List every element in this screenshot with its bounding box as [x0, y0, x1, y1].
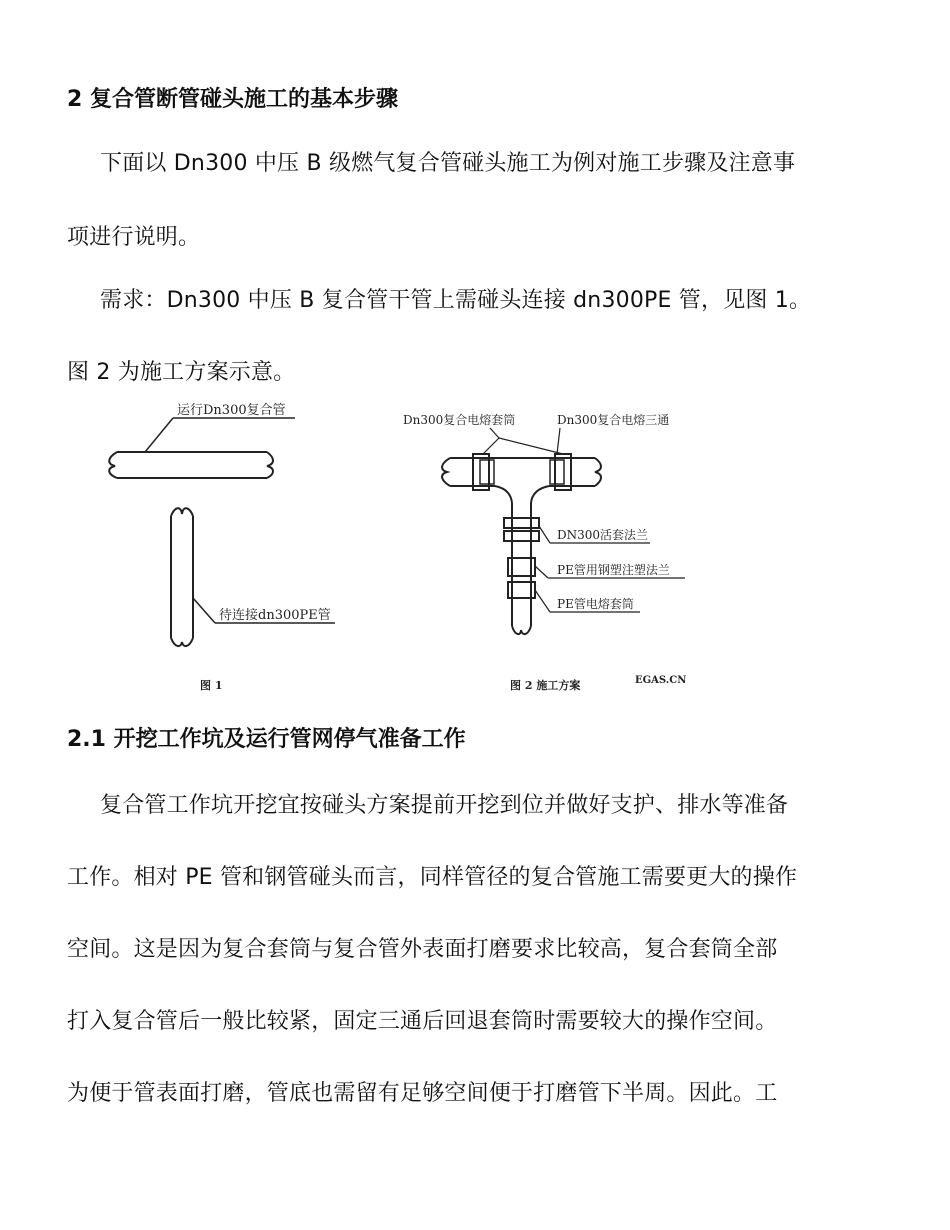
construction-figure — [95, 398, 700, 698]
branch-pipe-drawing — [171, 508, 335, 646]
label-flange: DN300活套法兰 — [557, 528, 649, 542]
paragraph-line: 为便于管表面打磨，管底也需留有足够空间便于打磨管下半周。因此。工 — [67, 1081, 778, 1106]
paragraph-line: 下面以 Dn300 中压 B 级燃气复合管碰头施工为例对施工步骤及注意事 — [100, 151, 796, 176]
section-heading-2-1: 2.1 开挖工作坑及运行管网停气准备工作 — [67, 727, 466, 752]
label-branch-pipe: 待连接dn300PE管 — [219, 608, 331, 623]
label-tee: Dn300复合电熔三通 — [557, 413, 670, 427]
label-pe-sleeve: PE管电熔套筒 — [557, 597, 634, 611]
paragraph-line: 项进行说明。 — [67, 225, 201, 250]
paragraph-line: 打入复合管后一般比较紧，固定三通后回退套筒时需要较大的操作空间。 — [67, 1009, 778, 1034]
watermark-logo: EGAS.CN — [635, 675, 687, 686]
label-sleeve: Dn300复合电熔套筒 — [403, 413, 516, 427]
caption-fig2: 图 2 施工方案 — [510, 679, 581, 692]
paragraph-line: 工作。相对 PE 管和钢管碰头而言，同样管径的复合管施工需要更大的操作 — [67, 865, 798, 890]
paragraph-line: 图 2 为施工方案示意。 — [67, 360, 296, 385]
label-main-pipe: 运行Dn300复合管 — [177, 403, 286, 418]
paragraph-line: 需求：Dn300 中压 B 复合管干管上需碰头连接 dn300PE 管，见图 1。 — [100, 288, 812, 313]
main-pipe-drawing — [109, 418, 295, 478]
caption-fig1: 图 1 — [200, 679, 223, 692]
label-steel-flange: PE管用钢塑注塑法兰 — [557, 563, 670, 577]
paragraph-line: 复合管工作坑开挖宜按碰头方案提前开挖到位并做好支护、排水等准备 — [100, 793, 789, 818]
section-heading-2: 2 复合管断管碰头施工的基本步骤 — [67, 87, 398, 112]
paragraph-line: 空间。这是因为复合套筒与复合管外表面打磨要求比较高，复合套筒全部 — [67, 937, 778, 962]
